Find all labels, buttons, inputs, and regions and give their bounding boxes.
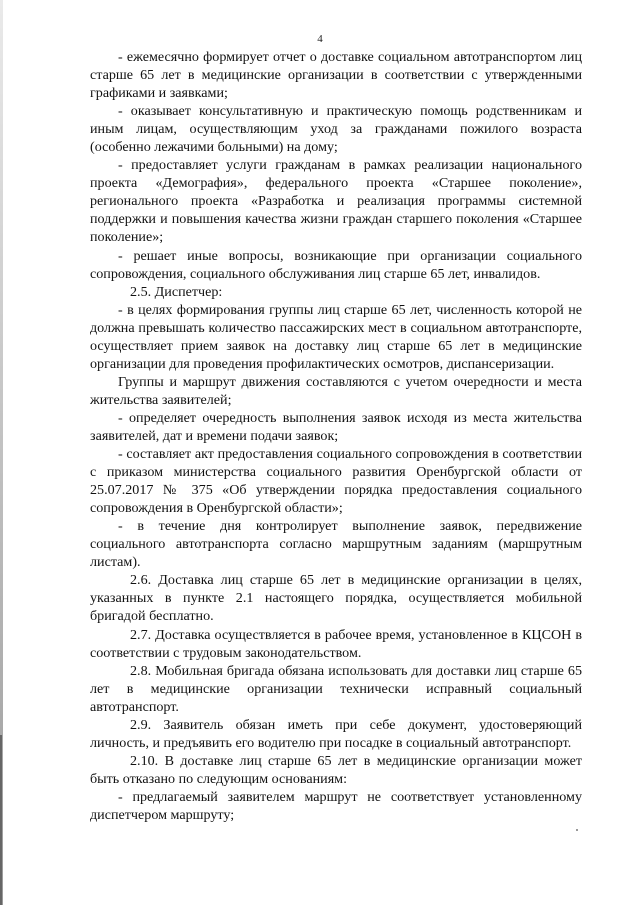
section-2-6: 2.6. Доставка лиц старше 65 лет в медицинские организации в целях, указанных в пункте 2.1 настоящего порядка, осуществляется мобильной бригадой бесплатно. (90, 572, 582, 625)
dispatcher-daily-control: - в течение дня контролирует выполнение заявок, передвижение социального автотранспорта согласно маршрутным заданиям (маршрутным листам). (90, 518, 582, 571)
duty-consulting-help: - оказывает консультативную и практическую помощь родственникам и иным лицам, осуществляющим уход за гражданами пожилого возраста (особенно лежачими больными) на дому; (90, 103, 582, 156)
dispatcher-accept-requests: - в целях формирования группы лиц старше 65 лет, численность которой не должна превышать количество пассажирских мест в социальном автотранспорте, осуществляет прием заявок на доставку лиц старше 65 лет в медицинские организации для проведения профилактических осмотров, диспансеризации. (90, 301, 582, 372)
scan-speck (576, 829, 578, 831)
section-2-10: 2.10. В доставке лиц старше 65 лет в медицинские организации может быть отказано по следующим основаниям: (90, 752, 582, 787)
section-2-7: 2.7. Доставка осуществляется в рабочее время, установленное в КЦСОН в соответствии с трудовым законодательством. (90, 626, 582, 661)
section-2-5-heading: 2.5. Диспетчер: (130, 283, 223, 300)
scan-left-edge-shadow (0, 735, 2, 905)
document-body (90, 48, 582, 824)
section-2-9: 2.9. Заявитель обязан иметь при себе документ, удостоверяющий личность, и предъявить его водителю при посадке в социальный автотранспорт. (90, 716, 582, 751)
section-2-8: 2.8. Мобильная бригада обязана использовать для доставки лиц старше 65 лет в медицинские организации технически исправный социальный автотранспорт. (90, 662, 582, 715)
page-number: 4 (317, 33, 323, 45)
refusal-reason-route: - предлагаемый заявителем маршрут не соответствует установленному диспетчером маршруту; (90, 788, 582, 823)
dispatcher-order-queue: - определяет очередность выполнения заявок исходя из места жительства заявителей, дат и времени подачи заявок; (90, 409, 582, 444)
dispatcher-act-drafting: - составляет акт предоставления социального сопровождения в соответствии с приказом министерства социального развития Оренбургской области от 25.07.2017 № 375 «Об утверждении порядка предоставления социального сопровождения в Оренбургской области»; (90, 446, 582, 517)
duty-other-questions: - решает иные вопросы, возникающие при организации социального сопровождения, социального обслуживания лиц старше 65 лет, инвалидов. (90, 247, 582, 282)
dispatcher-groups-routes: Группы и маршрут движения составляются с учетом очередности и места жительства заявителей; (90, 373, 582, 408)
duty-monthly-report: - ежемесячно формирует отчет о доставке социальном автотранспортом лиц старше 65 лет в медицинские организации в соответствии с утвержденными графиками и заявками; (90, 49, 582, 102)
duty-national-project-services: - предоставляет услуги гражданам в рамках реализации национального проекта «Демография», федерального проекта «Старшее поколение», регионального проекта «Разработка и реализация программы системной поддержки и повышения качества жизни граждан старшего поколения «Старшее поколение»; (90, 157, 582, 246)
